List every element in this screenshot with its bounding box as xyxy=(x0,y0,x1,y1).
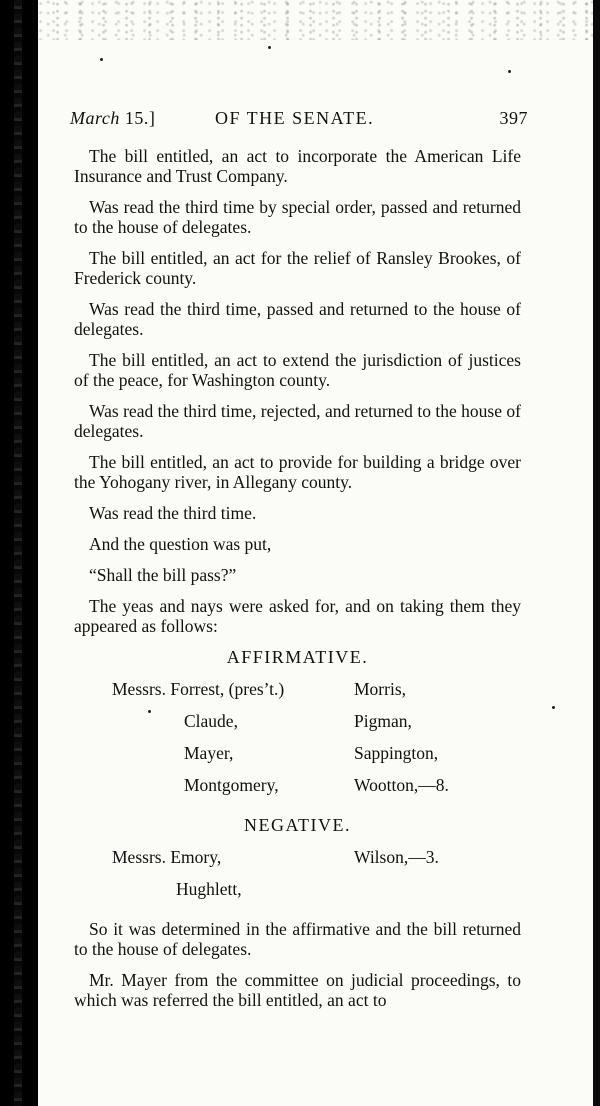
paragraph: “Shall the bill pass?” xyxy=(89,565,237,585)
running-head-month: March xyxy=(70,108,120,128)
member-name: Mayer, xyxy=(184,743,234,763)
ink-speck xyxy=(268,46,271,49)
affirmative-list xyxy=(74,679,521,807)
scan-noise xyxy=(38,0,593,40)
paragraph: The bill entitled, an act to provide for building a bridge over the Yohogany river, in Allegany county. xyxy=(74,452,521,492)
binding-edge xyxy=(14,0,22,1106)
running-head-date xyxy=(70,108,155,129)
paragraph: The bill entitled, an act for the relief of Ransley Brookes, of Frederick county. xyxy=(74,248,521,288)
negative-heading: NEGATIVE. xyxy=(244,815,351,835)
vote-row xyxy=(74,775,521,807)
member-name: Claude, xyxy=(184,711,238,731)
ink-speck xyxy=(552,706,555,709)
negative-list xyxy=(74,847,521,911)
ink-speck xyxy=(508,70,511,73)
right-page-edge xyxy=(593,0,600,1106)
paragraph: Was read the third time, rejected, and returned to the house of delegates. xyxy=(74,401,521,441)
vote-row xyxy=(74,743,521,775)
vote-row xyxy=(74,847,521,879)
member-name: Wootton,—8. xyxy=(354,775,449,795)
paragraph: Was read the third time, passed and returned to the house of delegates. xyxy=(74,299,521,339)
member-name: Pigman, xyxy=(354,711,412,731)
member-name: Messrs. Forrest, (pres’t.) xyxy=(112,679,285,699)
page-body xyxy=(74,146,521,1021)
member-name: Messrs. Emory, xyxy=(112,847,222,867)
paragraph: So it was determined in the affirmative and the bill returned to the house of delegates. xyxy=(74,919,521,959)
ink-speck xyxy=(100,58,103,61)
member-name: Montgomery, xyxy=(184,775,279,795)
member-name: Hughlett, xyxy=(176,879,242,899)
vote-row xyxy=(74,879,521,911)
page-number: 397 xyxy=(499,108,528,128)
affirmative-heading: AFFIRMATIVE. xyxy=(226,647,369,667)
member-name: Morris, xyxy=(354,679,407,699)
paragraph: The bill entitled, an act to incorporate the American Life Insurance and Trust Company. xyxy=(74,146,521,186)
running-head-day: 15.] xyxy=(124,108,156,128)
vote-row xyxy=(74,711,521,743)
vote-row xyxy=(74,679,521,711)
left-page-edge xyxy=(0,0,38,1106)
paragraph: Mr. Mayer from the committee on judicial proceedings, to which was referred the bill entitled, an act to xyxy=(74,970,521,1010)
paragraph: The yeas and nays were asked for, and on taking them they appeared as follows: xyxy=(74,596,521,636)
paragraph: The bill entitled, an act to extend the jurisdiction of justices of the peace, for Washington county. xyxy=(74,350,521,390)
running-head xyxy=(70,108,528,134)
paragraph: Was read the third time. xyxy=(89,503,257,523)
member-name: Sappington, xyxy=(354,743,439,763)
member-name: Wilson,—3. xyxy=(354,847,439,867)
book-page xyxy=(38,0,593,1106)
paragraph: And the question was put, xyxy=(89,534,272,554)
running-head-title: OF THE SENATE. xyxy=(215,108,375,128)
paragraph: Was read the third time by special order, passed and returned to the house of delegates. xyxy=(74,197,521,237)
